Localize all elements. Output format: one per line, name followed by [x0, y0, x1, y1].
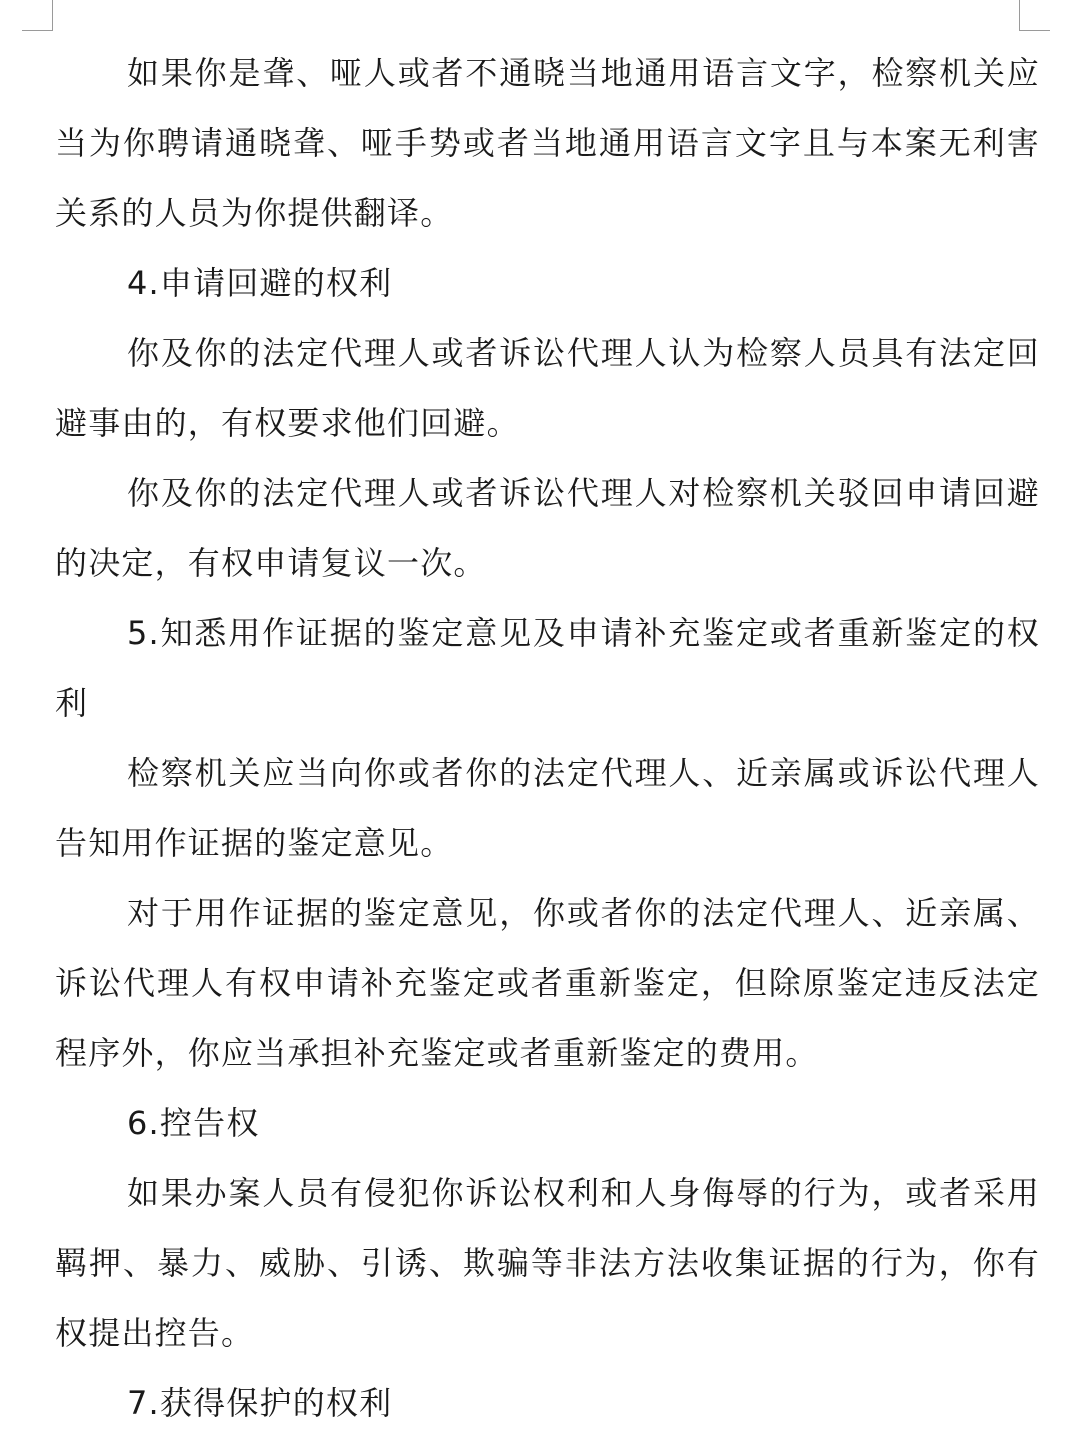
page-corner-mark-top-left: [22, 0, 53, 31]
page-corner-mark-top-right: [1019, 0, 1050, 31]
paragraph-recusal-request: 你及你的法定代理人或者诉讼代理人认为检察人员具有法定回避事由的，有权要求他们回避。: [55, 334, 1040, 442]
paragraph-translation-right: 如果你是聋、哑人或者不通晓当地通用语言文字，检察机关应当为你聘请通晓聋、哑手势或者当地通用语言文字且与本案无利害关系的人员为你提供翻译。: [55, 54, 1040, 232]
paragraph-recusal-review: 你及你的法定代理人或者诉讼代理人对检察机关驳回申请回避的决定，有权申请复议一次。: [55, 474, 1040, 582]
paragraph-expert-opinion-notice: 检察机关应当向你或者你的法定代理人、近亲属或诉讼代理人告知用作证据的鉴定意见。: [55, 754, 1040, 862]
heading-expert-opinion-right: 5.知悉用作证据的鉴定意见及申请补充鉴定或者重新鉴定的权利: [55, 614, 1040, 722]
heading-complaint-right: 6.控告权: [127, 1104, 260, 1142]
paragraph-complaint: 如果办案人员有侵犯你诉讼权利和人身侮辱的行为，或者采用羁押、暴力、威胁、引诱、欺骗等非法方法收集证据的行为，你有权提出控告。: [55, 1174, 1040, 1352]
heading-protection-right: 7.获得保护的权利: [127, 1384, 393, 1422]
heading-recusal-right: 4.申请回避的权利: [127, 264, 393, 302]
document-body: [55, 38, 1040, 1438]
paragraph-expert-opinion-reexam: 对于用作证据的鉴定意见，你或者你的法定代理人、近亲属、诉讼代理人有权申请补充鉴定或者重新鉴定，但除原鉴定违反法定程序外，你应当承担补充鉴定或者重新鉴定的费用。: [55, 894, 1040, 1072]
